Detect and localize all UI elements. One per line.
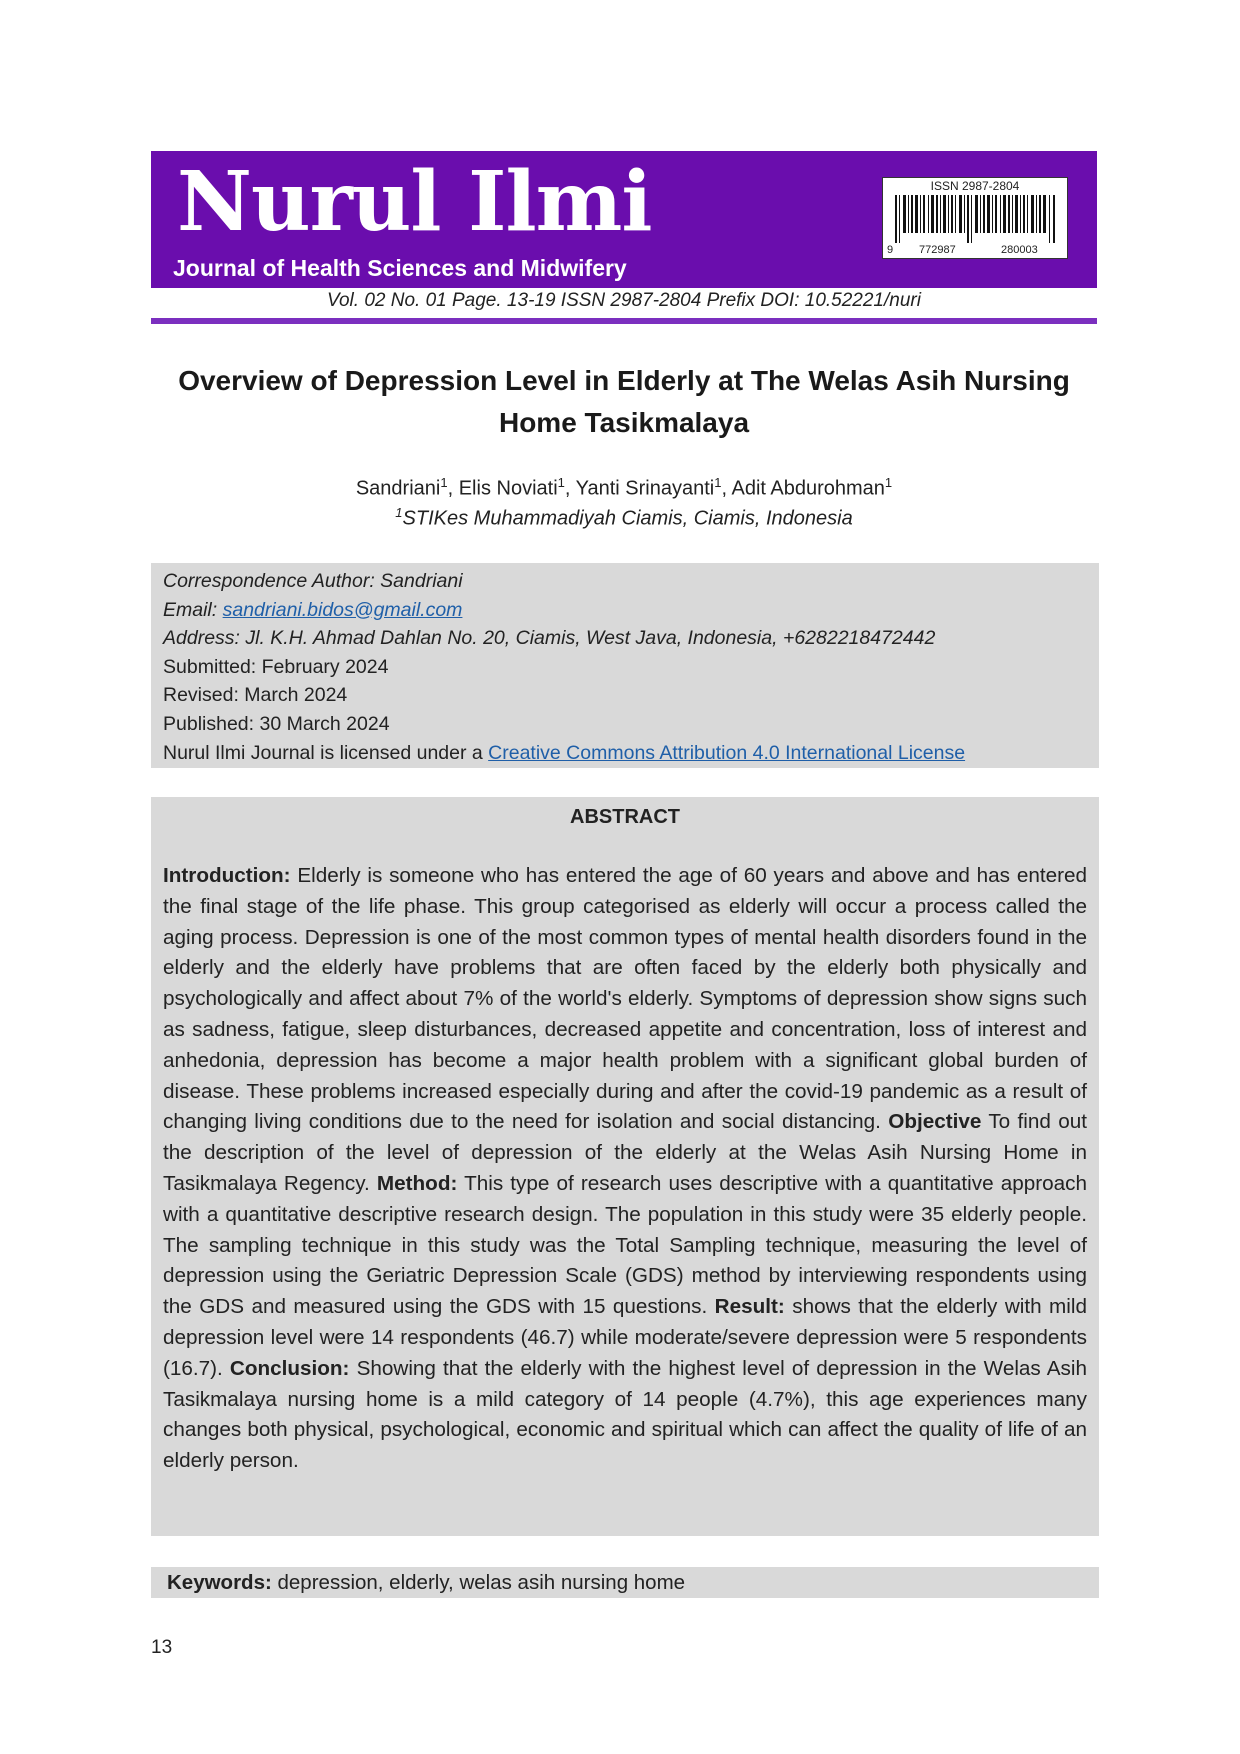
intro-label: Introduction:	[163, 864, 291, 887]
keywords-text: depression, elderly, welas asih nursing home	[271, 1571, 686, 1594]
issn-barcode	[882, 177, 1068, 259]
method-text: This type of research uses descriptive with a quantitative approach with a quantitative descriptive research design. The population in this study were 35 elderly people. The sampling technique in this study was the Total Sampling technique, measuring the level of depression using the Geriatric Depression Scale (GDS) method by interviewing respondents using the GDS and measured using the GDS with 15 questions.	[163, 1171, 1087, 1319]
author-sup: 1	[557, 475, 565, 490]
affiliation	[151, 505, 1097, 531]
conclusion-text: Showing that the elderly with the highest level of depression in the Welas Asih Tasikmalaya nursing home is a mild category of 14 people (4.7%), this age experiences many changes both physical, psychological, economic and spiritual which can affect the quality of life of an elderly person.	[163, 1356, 1087, 1473]
author-name: Elis Noviati	[458, 477, 558, 500]
intro-text: Elderly is someone who has entered the age of 60 years and above and has entered the final stage of the life phase. This group categorised as elderly will occur a process called the aging process. Depression is one of the most common types of mental health disorders found in the elderly and the elderly have problems that are often faced by the elderly both physically and psychologically and affect about 7% of the world's elderly. Symptoms of depression show signs such as sadness, fatigue, sleep disturbances, decreased appetite and concentration, loss of interest and anhedonia, depression has become a major health problem with a significant global burden of disease. These problems increased especially during and after the covid-19 pandemic as a result of changing living conditions due to the need for isolation and social distancing.	[163, 864, 1087, 1134]
objective-text: To find out the description of the level of depression of the elderly at the Welas Asih Nursing Home in Tasikmalaya Regency.	[163, 1110, 1087, 1195]
published-date: Published: 30 March 2024	[163, 712, 390, 735]
email-row	[163, 596, 1087, 625]
journal-name: Nurul Ilmi	[177, 154, 652, 250]
author-sup: 1	[440, 475, 448, 490]
license-prefix: Nurul Ilmi Journal is licensed under a	[163, 741, 489, 764]
objective-label: Objective	[888, 1110, 982, 1134]
author-list: Sandriani$^1$, Elis Noviati$^1$, Yanti Srinayanti$^1$, Adit Abdurohman$^1$	[355, 475, 893, 500]
license-link[interactable]: Creative Commons Attribution 4.0 International License	[488, 741, 966, 764]
address: Address: Jl. K.H. Ahmad Dahlan No. 20, Ciamis, West Java, Indonesia, +6282218472442	[163, 627, 936, 650]
article-title: Overview of Depression Level in Elderly at The Welas Asih Nursing Home Tasikmalaya	[178, 365, 1070, 438]
author-name: Adit Abdurohman	[731, 477, 885, 500]
barcode-issn-label: ISSN 2987-2804	[930, 179, 1020, 193]
journal-banner	[151, 151, 1097, 288]
license-row	[163, 739, 1087, 768]
barcode-digits-mid: 772987	[919, 244, 956, 256]
correspondence-author: Correspondence Author: Sandriani	[163, 570, 463, 592]
abstract-body	[163, 861, 1087, 1477]
abstract-heading: ABSTRACT	[570, 806, 680, 828]
method-label: Method:	[376, 1171, 458, 1195]
email-link[interactable]: sandriani.bidos@gmail.com	[222, 598, 463, 621]
barcode-digit-left: 9	[887, 244, 894, 256]
correspondence-box	[151, 563, 1099, 768]
keywords-label: Keywords:	[167, 1571, 272, 1594]
submitted-date: Submitted: February 2024	[163, 655, 389, 678]
abstract-box	[151, 797, 1099, 1536]
volume-line: Vol. 02 No. 01 Page. 13-19 ISSN 2987-2804 Prefix DOI: 10.52221/nuri	[327, 290, 921, 311]
author-sup: 1	[884, 475, 893, 490]
journal-subtitle: Journal of Health Sciences and Midwifery	[173, 255, 627, 281]
author-sup: 1	[714, 475, 722, 490]
author-name: Sandriani	[355, 477, 441, 500]
conclusion-label: Conclusion:	[229, 1356, 350, 1380]
author-name: Yanti Srinayanti	[575, 477, 715, 500]
email-label: Email:	[163, 598, 223, 621]
revised-date: Revised: March 2024	[163, 684, 348, 707]
barcode-icon	[895, 195, 1057, 243]
result-label: Result:	[714, 1295, 785, 1319]
keywords-box	[151, 1567, 1099, 1598]
affiliation-sup: 1	[395, 505, 403, 520]
header-divider	[151, 318, 1097, 324]
page-number: 13	[151, 1637, 173, 1658]
result-text: shows that the elderly with mild depression level were 14 respondents (46.7) while moderate/severe depression were 5 respondents (16.7).	[163, 1295, 1087, 1380]
affiliation-text: STIKes Muhammadiyah Ciamis, Ciamis, Indonesia	[402, 507, 853, 530]
barcode-digits-right: 280003	[1001, 244, 1038, 256]
